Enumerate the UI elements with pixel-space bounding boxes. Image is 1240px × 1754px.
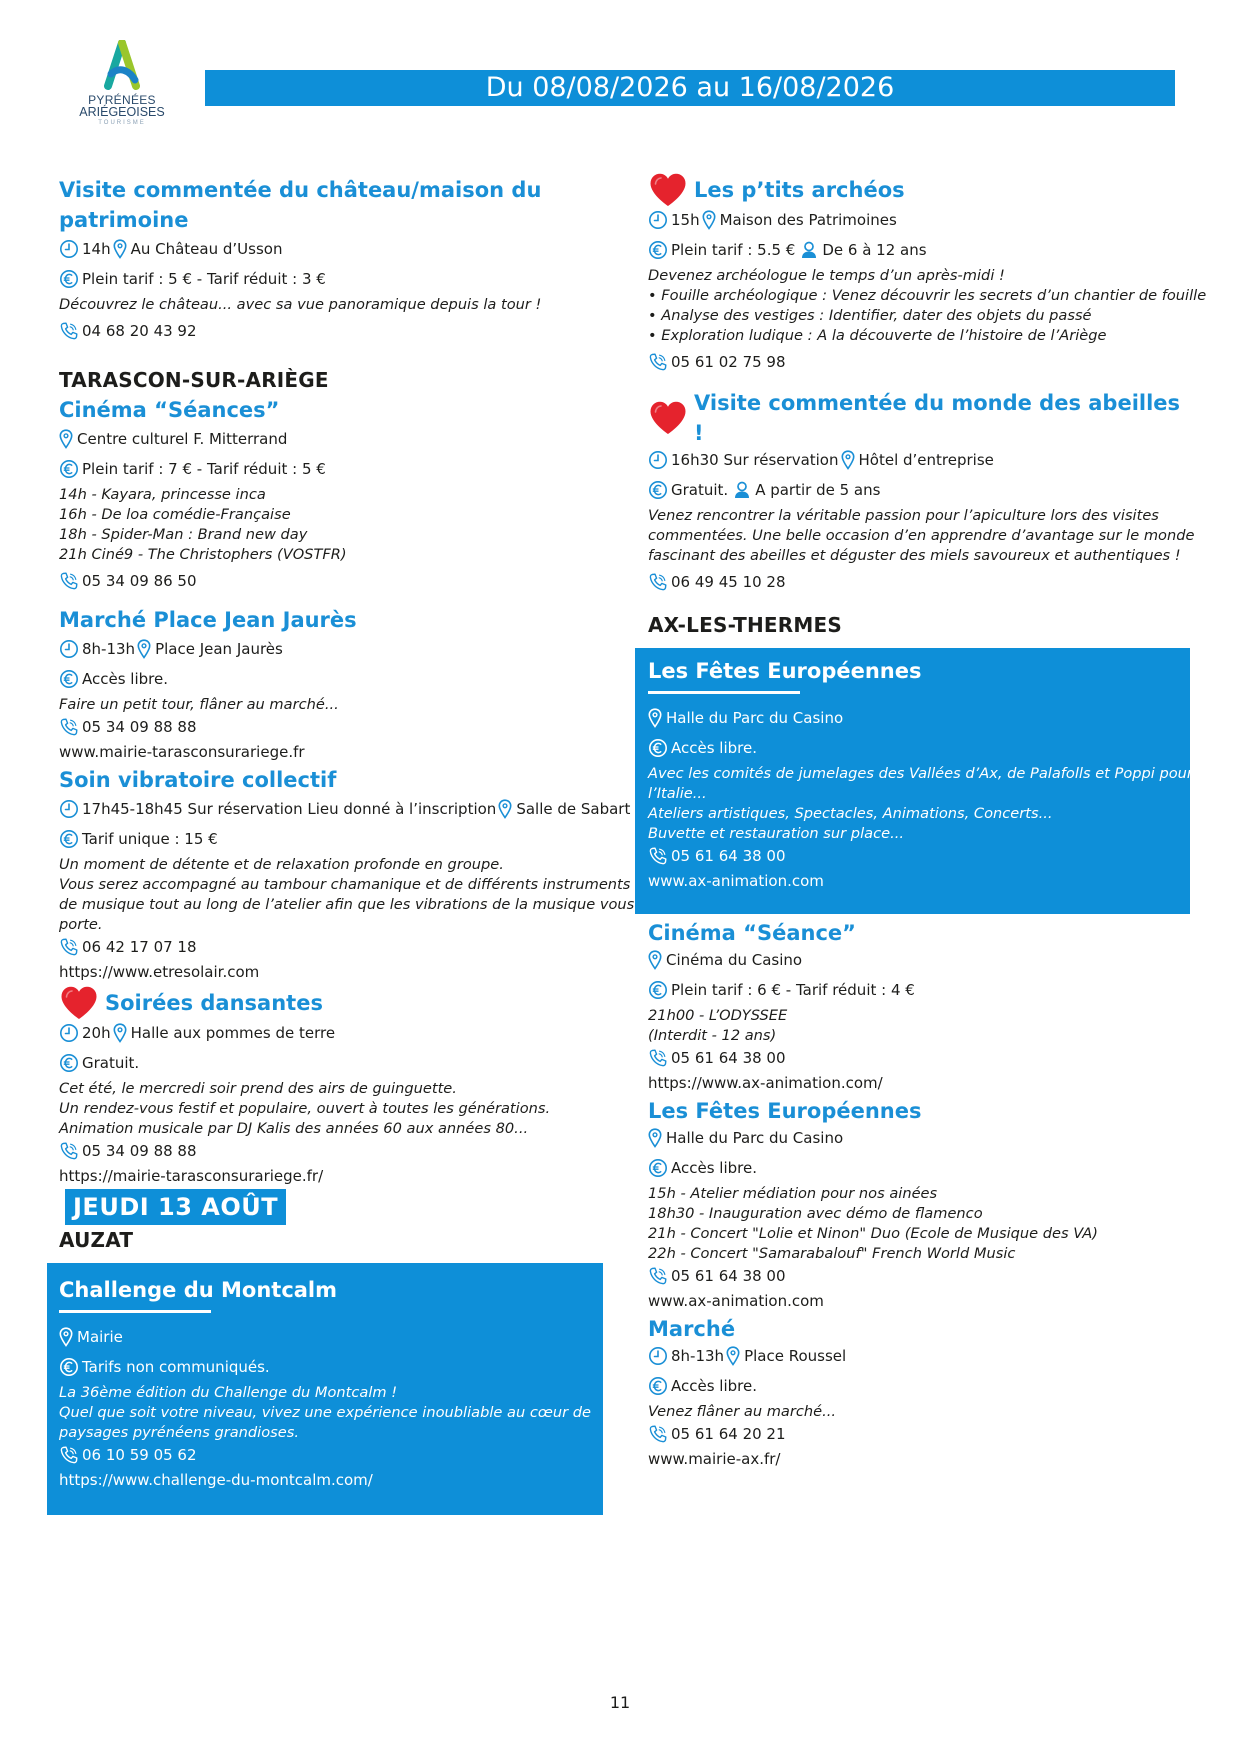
phone-icon — [59, 717, 79, 737]
event-phone-row — [648, 1046, 1188, 1070]
event-marche-ax — [648, 1314, 1188, 1472]
event-phone: 05 34 09 86 50 — [82, 572, 197, 590]
location-pin-icon — [648, 1128, 662, 1148]
event-time-place — [59, 237, 599, 261]
event-time: 20h — [82, 1024, 111, 1042]
event-place: Place Roussel — [744, 1347, 847, 1365]
event-time: 16h30 Sur réservation — [671, 451, 839, 469]
euro-icon — [648, 240, 668, 260]
event-time-place — [59, 637, 599, 661]
location-pin-icon — [113, 239, 127, 259]
event-title: Les Fêtes Européennes — [648, 1099, 922, 1123]
description-line: l’Italie... — [648, 785, 707, 802]
event-description — [648, 1006, 1188, 1046]
description-line: Animation musicale par DJ Kalis des années 60 aux années 80... — [59, 1120, 529, 1137]
event-description — [648, 266, 1207, 346]
clock-icon — [59, 799, 79, 819]
phone-icon — [648, 572, 668, 592]
event-time-place — [59, 797, 631, 821]
description-line: Avec les comités de jumelages des Vallées d’Ax, de Palafolls et Poppi pour — [648, 765, 1193, 782]
event-phone: 05 61 64 20 21 — [671, 1425, 786, 1443]
event-title: Marché Place Jean Jaurès — [59, 608, 357, 632]
event-phone-row — [59, 715, 599, 739]
event-place: Centre culturel F. Mitterrand — [77, 430, 288, 448]
event-title: Visite commentée du château/maison du patrimoine — [59, 178, 542, 232]
phone-icon — [648, 1424, 668, 1444]
phone-icon — [59, 571, 79, 591]
event-time: 17h45-18h45 Sur réservation Lieu donné à l’inscription — [82, 800, 497, 818]
event-title: Cinéma “Séance” — [648, 921, 856, 945]
event-place-row — [648, 1126, 1188, 1150]
event-price: Plein tarif : 7 € - Tarif réduit : 5 € — [82, 460, 326, 478]
town-heading: AUZAT — [59, 1228, 134, 1252]
event-phone-row — [648, 570, 1188, 594]
location-pin-icon — [113, 1023, 127, 1043]
event-age: A partir de 5 ans — [755, 481, 881, 499]
event-website-link[interactable]: https://www.ax-animation.com/ — [648, 1074, 883, 1092]
phone-icon — [648, 1266, 668, 1286]
euro-icon — [59, 269, 79, 289]
description-line: 15h - Atelier médiation pour nos ainées — [648, 1185, 938, 1202]
event-price-row — [648, 238, 1188, 262]
event-fetes-europeennes — [648, 1096, 1188, 1314]
event-price-row — [59, 667, 599, 691]
event-price-row — [59, 827, 599, 851]
event-website-link[interactable]: www.ax-animation.com — [648, 1292, 824, 1310]
description-line: Un moment de détente et de relaxation profonde en groupe. — [59, 856, 504, 873]
euro-icon — [59, 1357, 79, 1377]
description-line: 16h - De loa comédie-Française — [59, 506, 291, 523]
event-title-row — [648, 172, 1188, 208]
event-website-link[interactable]: www.mairie-ax.fr/ — [648, 1450, 781, 1468]
event-place: Salle de Sabart — [516, 800, 631, 818]
event-price: Accès libre. — [82, 670, 168, 688]
person-icon — [799, 240, 819, 260]
event-website-link[interactable]: www.ax-animation.com — [648, 872, 824, 890]
title-underline — [59, 1310, 211, 1313]
description-line: fascinant des abeilles et déguster des miels savoureux et authentiques ! — [648, 547, 1181, 564]
event-description — [59, 485, 599, 565]
event-marche-jaures — [59, 605, 599, 765]
event-phone: 06 10 59 05 62 — [82, 1446, 197, 1464]
event-phone: 06 49 45 10 28 — [671, 573, 786, 591]
event-price-row — [648, 736, 1177, 760]
right-column — [648, 172, 1207, 1472]
event-phone-row — [59, 1443, 591, 1467]
event-cinema-ax — [648, 918, 1188, 1096]
description-line: • Fouille archéologique : Venez découvrir les secrets d’un chantier de fouille — [648, 287, 1207, 304]
left-column — [59, 175, 635, 1515]
event-description — [648, 506, 1195, 566]
event-website-link[interactable]: https://www.etresolair.com — [59, 963, 260, 981]
event-place: Halle du Parc du Casino — [666, 709, 844, 727]
phone-icon — [59, 937, 79, 957]
event-place: Place Jean Jaurès — [155, 640, 283, 658]
description-line: 21h00 - L’ODYSSEE — [648, 1007, 788, 1024]
event-phone-row — [59, 319, 599, 343]
event-price-row — [648, 478, 1188, 502]
event-time-place — [648, 1344, 1188, 1368]
clock-icon — [59, 639, 79, 659]
event-price: Plein tarif : 5.5 € — [671, 241, 796, 259]
event-website-link[interactable]: https://www.challenge-du-montcalm.com/ — [59, 1471, 373, 1489]
event-challenge-montcalm — [47, 1263, 603, 1515]
event-price: Gratuit. — [82, 1054, 140, 1072]
event-price-row — [59, 1051, 599, 1075]
event-phone: 05 61 02 75 98 — [671, 353, 786, 371]
phone-icon — [59, 1141, 79, 1161]
event-description — [59, 1079, 599, 1139]
event-title-row — [59, 985, 599, 1021]
euro-icon — [648, 738, 668, 758]
event-phone: 05 61 64 38 00 — [671, 1267, 786, 1285]
event-price-row — [59, 457, 599, 481]
event-time: 14h — [82, 240, 111, 258]
euro-icon — [648, 980, 668, 1000]
description-line: Devenez archéologue le temps d’un après-midi ! — [648, 267, 1005, 284]
logo-mark-icon — [97, 40, 147, 92]
description-line: Ateliers artistiques, Spectacles, Animations, Concerts... — [648, 805, 1053, 822]
description-line: 21h Ciné9 - The Christophers (VOSTFR) — [59, 546, 347, 563]
euro-icon — [648, 480, 668, 500]
clock-icon — [59, 1023, 79, 1043]
description-line: Quel que soit votre niveau, vivez une expérience inoubliable au cœur de — [59, 1404, 592, 1421]
description-line: commentées. Une belle occasion d’en apprendre d’avantage sur le monde — [648, 527, 1195, 544]
event-place: Cinéma du Casino — [666, 951, 803, 969]
event-description — [648, 764, 1193, 844]
description-line: • Analyse des vestiges : Identifier, dater des objets du passé — [648, 307, 1092, 324]
event-place: Halle du Parc du Casino — [666, 1129, 844, 1147]
event-description — [59, 855, 635, 935]
description-line: 21h - Concert "Lolie et Ninon" Duo (Ecole de Musique des VA) — [648, 1225, 1098, 1242]
phone-icon — [648, 846, 668, 866]
event-place-row — [59, 1325, 591, 1349]
event-phone: 05 34 09 88 88 — [82, 1142, 197, 1160]
event-phone: 05 34 09 88 88 — [82, 718, 197, 736]
description-line: Découvrez le château... avec sa vue panoramique depuis la tour ! — [59, 296, 542, 313]
event-age: De 6 à 12 ans — [822, 241, 927, 259]
description-line: 18h30 - Inauguration avec démo de flamenco — [648, 1205, 983, 1222]
heart-icon — [648, 172, 688, 208]
event-place: Au Château d’Usson — [130, 240, 283, 258]
title-underline — [648, 691, 800, 694]
description-line: Vous serez accompagné au tambour chamanique et de différents instruments — [59, 876, 631, 893]
event-phone-row — [648, 350, 1188, 374]
event-time: 15h — [671, 211, 700, 229]
euro-icon — [59, 669, 79, 689]
event-title: Cinéma “Séances” — [59, 398, 280, 422]
clock-icon — [59, 239, 79, 259]
event-title: Les p’tits archéos — [694, 178, 905, 202]
event-price-row — [648, 978, 1188, 1002]
description-line: Buvette et restauration sur place... — [648, 825, 904, 842]
event-place: Halle aux pommes de terre — [130, 1024, 336, 1042]
heart-icon — [648, 400, 688, 436]
event-phone: 06 42 17 07 18 — [82, 938, 197, 956]
event-price-row — [648, 1374, 1188, 1398]
location-pin-icon — [498, 799, 512, 819]
logo-line2: ARIÉGEOISES — [79, 105, 165, 119]
description-line: 22h - Concert "Samarabalouf" French World Music — [648, 1245, 1016, 1262]
phone-icon — [59, 1445, 79, 1465]
event-phone: 05 61 64 38 00 — [671, 847, 786, 865]
clock-icon — [648, 210, 668, 230]
description-line: de musique tout au long de l’atelier afin que les vibrations de la musique vous — [59, 896, 635, 913]
location-pin-icon — [648, 708, 662, 728]
event-title-row — [648, 388, 1188, 448]
event-phone: 04 68 20 43 92 — [82, 322, 197, 340]
euro-icon — [59, 829, 79, 849]
event-website-link[interactable]: www.mairie-tarasconsurariege.fr — [59, 743, 305, 761]
event-price: Plein tarif : 5 € - Tarif réduit : 3 € — [82, 270, 326, 288]
event-description — [59, 295, 599, 315]
event-phone: 05 61 64 38 00 — [671, 1049, 786, 1067]
phone-icon — [648, 1048, 668, 1068]
event-fetes-europeennes-box — [635, 648, 1193, 914]
description-line: 18h - Spider-Man : Brand new day — [59, 526, 308, 543]
euro-icon — [648, 1376, 668, 1396]
location-pin-icon — [726, 1346, 740, 1366]
clock-icon — [648, 1346, 668, 1366]
event-title: Soirées dansantes — [105, 991, 323, 1015]
heart-icon — [59, 985, 99, 1021]
description-line: • Exploration ludique : A la découverte de l’histoire de l’Ariège — [648, 327, 1107, 344]
date-range-banner: Du 08/08/2026 au 16/08/2026 — [205, 70, 1175, 106]
event-chateau — [59, 175, 599, 343]
event-place: Hôtel d’entreprise — [858, 451, 994, 469]
event-phone-row — [59, 569, 599, 593]
description-line: La 36ème édition du Challenge du Montcalm ! — [59, 1384, 398, 1401]
event-place-row — [648, 706, 1177, 730]
event-place: Mairie — [77, 1328, 123, 1346]
event-description — [648, 1402, 1188, 1422]
description-line: porte. — [59, 916, 103, 933]
event-phone-row — [648, 844, 1177, 868]
description-line: Cet été, le mercredi soir prend des airs de guinguette. — [59, 1080, 457, 1097]
phone-icon — [59, 321, 79, 341]
event-time-place — [648, 208, 1188, 232]
location-pin-icon — [648, 950, 662, 970]
event-price-row — [648, 1156, 1188, 1180]
event-price-row — [59, 1355, 591, 1379]
event-soin-vibratoire — [59, 765, 635, 985]
logo-line1: PYRÉNÉES — [88, 93, 156, 107]
event-price: Gratuit. — [671, 481, 729, 499]
event-cinema-tarascon — [59, 395, 599, 593]
event-price: Plein tarif : 6 € - Tarif réduit : 4 € — [671, 981, 915, 999]
event-phone-row — [648, 1422, 1188, 1446]
event-price: Accès libre. — [671, 739, 757, 757]
event-time-place — [59, 1021, 599, 1045]
event-description — [648, 1184, 1188, 1264]
event-soirees-dansantes — [59, 985, 599, 1189]
location-pin-icon — [59, 1327, 73, 1347]
event-title: Les Fêtes Européennes — [648, 659, 922, 683]
description-line: paysages pyrénéens grandioses. — [59, 1424, 299, 1441]
event-place: Maison des Patrimoines — [719, 211, 897, 229]
person-icon — [732, 480, 752, 500]
phone-icon — [648, 352, 668, 372]
event-ptits-archeos — [648, 172, 1207, 374]
description-line: Faire un petit tour, flâner au marché... — [59, 696, 339, 713]
town-heading: AX-LES-THERMES — [648, 613, 842, 637]
event-phone-row — [59, 935, 599, 959]
logo-line3: TOURISME — [98, 120, 146, 126]
event-phone-row — [59, 1139, 599, 1163]
event-website-link[interactable]: https://mairie-tarasconsurariege.fr/ — [59, 1167, 324, 1185]
description-line: (Interdit - 12 ans) — [648, 1027, 777, 1044]
description-line: Venez flâner au marché... — [648, 1403, 837, 1420]
event-place-row — [648, 948, 1188, 972]
event-abeilles — [648, 388, 1195, 594]
event-title: Visite commentée du monde des abeilles ! — [694, 391, 1181, 445]
event-price-row — [59, 267, 599, 291]
location-pin-icon — [59, 429, 73, 449]
day-label: JEUDI 13 AOÛT — [65, 1189, 286, 1225]
location-pin-icon — [137, 639, 151, 659]
euro-icon — [59, 1053, 79, 1073]
event-time: 8h-13h — [671, 1347, 725, 1365]
description-line: Venez rencontrer la véritable passion pour l’apiculture lors des visites — [648, 507, 1159, 524]
euro-icon — [59, 459, 79, 479]
clock-icon — [648, 450, 668, 470]
event-time-place — [648, 448, 1188, 472]
event-description — [59, 1383, 591, 1443]
brand-logo — [72, 40, 172, 140]
event-price: Accès libre. — [671, 1377, 757, 1395]
event-place-row — [59, 427, 599, 451]
event-price: Accès libre. — [671, 1159, 757, 1177]
event-phone-row — [648, 1264, 1188, 1288]
location-pin-icon — [841, 450, 855, 470]
event-title: Marché — [648, 1317, 736, 1341]
euro-icon — [648, 1158, 668, 1178]
event-description — [59, 695, 599, 715]
event-title: Soin vibratoire collectif — [59, 768, 337, 792]
description-line: Un rendez-vous festif et populaire, ouvert à toutes les générations. — [59, 1100, 551, 1117]
event-time: 8h-13h — [82, 640, 136, 658]
description-line: 14h - Kayara, princesse inca — [59, 486, 266, 503]
town-heading: TARASCON-SUR-ARIÈGE — [59, 368, 329, 392]
location-pin-icon — [702, 210, 716, 230]
event-price: Tarifs non communiqués. — [82, 1358, 270, 1376]
page-number: 11 — [609, 1693, 631, 1712]
event-price: Tarif unique : 15 € — [82, 830, 218, 848]
event-title: Challenge du Montcalm — [59, 1278, 338, 1302]
